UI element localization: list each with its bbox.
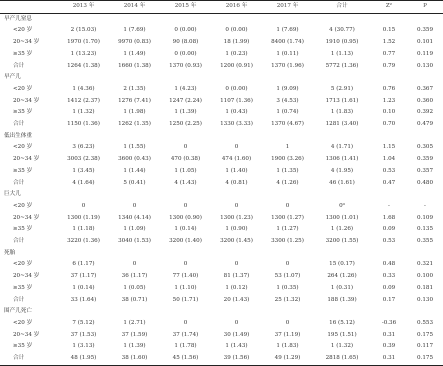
- table-cell: 1 (1.78): [174, 343, 197, 350]
- section-title: 早产儿窒息: [4, 15, 32, 22]
- table-cell: 1.52: [382, 39, 396, 46]
- table-row: [0, 341, 443, 353]
- table-cell: 3200 (1.55): [325, 238, 359, 245]
- table-cell: 0 (0.00): [225, 27, 248, 34]
- table-cell: 1 (1.43): [225, 343, 248, 350]
- table-cell: 1 (1.05): [174, 167, 197, 174]
- table-cell: 0.70: [382, 121, 396, 128]
- table-cell: 1 (0.05): [123, 284, 146, 291]
- table-cell: 0.360: [416, 97, 433, 104]
- table-cell: 1330 (3.33): [220, 121, 253, 128]
- table-cell: 1340 (4.14): [118, 214, 151, 221]
- table-cell: 0.47: [382, 179, 396, 186]
- row-label: 合计: [13, 121, 25, 128]
- table-cell: 1 (1.49): [123, 50, 146, 57]
- row-label: <20 岁: [13, 319, 33, 326]
- table-cell: 474 (1.60): [221, 156, 252, 163]
- table-cell: -0.36: [381, 319, 397, 326]
- table-cell: 37 (1.17): [70, 273, 97, 280]
- table-cell: 4 (1.64): [72, 179, 95, 186]
- table-cell: 1370 (4.67): [271, 121, 304, 128]
- table-cell: 30 (1.49): [223, 331, 250, 338]
- table-cell: 33 (1.64): [70, 296, 97, 303]
- table-cell: 0.17: [382, 296, 396, 303]
- table-row: [0, 330, 443, 342]
- table-cell: 1.23: [382, 97, 396, 104]
- table-cell: -: [424, 202, 426, 209]
- table-cell: 0.31: [371, 353, 407, 365]
- table-cell: 1 (1.39): [174, 109, 197, 116]
- table-cell: 39 (1.56): [211, 353, 262, 365]
- table-cell: 25 (1.32): [274, 296, 301, 303]
- table-cell: 0.135: [416, 226, 433, 233]
- table-cell: 1 (3.13): [72, 343, 95, 350]
- row-label: ≥35 岁: [13, 284, 33, 291]
- table-cell: 1970 (1.70): [67, 39, 100, 46]
- table-row: [0, 96, 443, 108]
- table-cell: 0: [132, 202, 137, 209]
- table-cell: 1 (1.83): [276, 343, 299, 350]
- table-cell: 1 (1.32): [72, 109, 95, 116]
- table-cell: 0.357: [416, 167, 433, 174]
- table-cell: 0.39: [382, 343, 396, 350]
- table-cell: 1: [285, 144, 290, 151]
- table-cell: 0.53: [382, 167, 396, 174]
- table-row: [0, 37, 443, 49]
- table-cell: 1107 (1.36): [220, 97, 253, 104]
- table-cell: 3 (6.23): [72, 144, 95, 151]
- table-cell: 2 (1.35): [123, 85, 146, 92]
- row-label: ≥35 岁: [13, 343, 33, 350]
- section-title: 死胎: [4, 249, 16, 256]
- table-cell: 1 (1.09): [123, 226, 146, 233]
- header-cell: [0, 1, 58, 14]
- section-header-row: [0, 306, 443, 318]
- table-cell: 50 (1.71): [172, 296, 199, 303]
- table-row: [0, 61, 443, 73]
- table-cell: 0.77: [382, 50, 396, 57]
- table-cell: 1 (0.74): [276, 109, 299, 116]
- table-cell: 37 (1.74): [172, 331, 199, 338]
- table-row: [0, 271, 443, 283]
- table-cell: 0.100: [416, 273, 433, 280]
- table-cell: 2 (15.03): [70, 27, 97, 34]
- table-cell: 0.119: [416, 50, 433, 57]
- table-cell: 0: [234, 144, 239, 151]
- table-cell: 81 (1.37): [223, 273, 250, 280]
- table-cell: 1 (0.35): [276, 284, 299, 291]
- table-cell: 1 (0.43): [225, 109, 248, 116]
- table-cell: 0: [234, 202, 239, 209]
- table-cell: 0.175: [416, 331, 433, 338]
- table-cell: 0.130: [416, 296, 433, 303]
- table-cell: 0.359: [416, 27, 433, 34]
- row-label: <20 岁: [13, 261, 33, 268]
- row-label: <20 岁: [13, 27, 33, 34]
- table-cell: 77 (1.40): [172, 273, 199, 280]
- table-cell: 470 (0.38): [170, 156, 201, 163]
- table-cell: 1 (3.45): [72, 167, 95, 174]
- table-cell: 16 (5.12): [329, 319, 355, 326]
- table-row: [0, 224, 443, 236]
- table-cell: 5772 (1.36): [325, 62, 359, 69]
- table-cell: 1 (1.98): [123, 109, 146, 116]
- section-header-row: [0, 248, 443, 260]
- table-cell: 0.480: [416, 179, 433, 186]
- table-cell: 0.48: [382, 261, 396, 268]
- row-label: ≥35 岁: [13, 226, 33, 233]
- table-cell: 1 (1.83): [330, 109, 354, 116]
- table-cell: 0: [285, 319, 290, 326]
- table-cell: 0.10: [382, 109, 396, 116]
- table-row: [0, 166, 443, 178]
- table-cell: 0 (0.00): [225, 85, 248, 92]
- table-cell: 20 (1.43): [223, 296, 250, 303]
- table-cell: 195 (1.51): [327, 331, 357, 338]
- table-cell: 1 (4.36): [72, 85, 95, 92]
- table-cell: 1 (1.13): [330, 50, 354, 57]
- table-cell: 0: [183, 144, 188, 151]
- table-cell: 3 (4.53): [276, 97, 299, 104]
- table-cell: 0 (0.00): [174, 50, 197, 57]
- table-row: [0, 178, 443, 190]
- table-row: [0, 259, 443, 271]
- table-row: [0, 236, 443, 248]
- row-label: 20~34 岁: [13, 97, 40, 104]
- table-cell: 53 (1.07): [274, 273, 301, 280]
- table-cell: 90 (8.08): [172, 39, 199, 46]
- table-cell: 3200 (1.45): [220, 238, 253, 245]
- table-cell: 0.09: [382, 284, 396, 291]
- table-cell: 37 (1.53): [70, 331, 97, 338]
- table-cell: 3300 (1.25): [271, 238, 304, 245]
- table-cell: 3003 (2.38): [67, 156, 100, 163]
- table-row: [0, 213, 443, 225]
- table-cell: 49 (1.29): [262, 353, 313, 365]
- table-cell: 1 (0.14): [72, 284, 95, 291]
- table-row: [0, 84, 443, 96]
- table-cell: 1 (7.69): [276, 27, 299, 34]
- table-cell: 0.109: [416, 214, 433, 221]
- table-cell: 3220 (1.36): [67, 238, 100, 245]
- table-cell: 1.15: [382, 144, 396, 151]
- table-cell: 1713 (1.61): [325, 97, 359, 104]
- table-row: [0, 295, 443, 307]
- row-label: 20~34 岁: [13, 39, 40, 46]
- table-cell: 0: [132, 261, 137, 268]
- row-label: 20~34 岁: [13, 273, 40, 280]
- header-cell: 2017 年: [262, 1, 313, 14]
- table-cell: 1 (13.23): [70, 50, 97, 57]
- table-cell: 1264 (1.38): [67, 62, 100, 69]
- table-cell: 0.367: [416, 85, 433, 92]
- section-header-row: [0, 131, 443, 143]
- table-row: [0, 201, 443, 213]
- table-cell: 0.479: [416, 121, 433, 128]
- table-cell: 1300 (1.23): [220, 214, 253, 221]
- table-cell: 188 (1.39): [327, 296, 357, 303]
- table-cell: 1 (4.23): [174, 85, 197, 92]
- table-cell: 1247 (2.24): [169, 97, 202, 104]
- table-row: [0, 107, 443, 119]
- table-cell: 1300 (0.90): [169, 214, 202, 221]
- table-row: [0, 25, 443, 37]
- table-cell: 0: [234, 319, 239, 326]
- table-cell: 0: [183, 319, 188, 326]
- section-header-row: [0, 72, 443, 84]
- table-cell: 1 (1.10): [174, 284, 197, 291]
- table-cell: 3600 (0.43): [118, 156, 151, 163]
- table-cell: 1300 (1.01): [325, 214, 359, 221]
- table-cell: 6 (1.17): [72, 261, 95, 268]
- table-cell: 0.33: [382, 273, 396, 280]
- table-cell: 0.09: [382, 226, 396, 233]
- table-row: [0, 119, 443, 131]
- table-header-row: [0, 1, 443, 14]
- table-cell: 1 (0.23): [225, 50, 248, 57]
- table-cell: 1262 (1.35): [118, 121, 151, 128]
- table-cell: -: [388, 202, 390, 209]
- table-cell: 1 (0.90): [225, 226, 248, 233]
- table-cell: 0: [285, 261, 290, 268]
- section-header-row: [0, 189, 443, 201]
- row-label: ≥35 岁: [13, 167, 33, 174]
- table-cell: 1 (1.32): [330, 343, 354, 350]
- header-cell: P: [407, 1, 443, 14]
- table-cell: 1 (1.39): [123, 343, 146, 350]
- table-cell: 37 (1.19): [274, 331, 301, 338]
- table-cell: 1.04: [382, 156, 396, 163]
- table-cell: 1 (1.40): [225, 167, 248, 174]
- table-cell: 0: [183, 202, 188, 209]
- table-cell: 4 (30.77): [329, 27, 355, 34]
- table-row: [0, 283, 443, 295]
- table-cell: 4 (1.26): [276, 179, 299, 186]
- table-cell: 0: [81, 202, 86, 209]
- table-cell: 4 (1.43): [174, 179, 197, 186]
- table-cell: 4 (0.81): [225, 179, 248, 186]
- table-cell: 1 (1.44): [123, 167, 146, 174]
- table-row: [0, 142, 443, 154]
- table-cell: 0.355: [416, 238, 433, 245]
- table-row: [0, 49, 443, 61]
- table-cell: 0: [285, 202, 290, 209]
- table-cell: 1200 (0.91): [220, 62, 253, 69]
- section-title: 巨大儿: [4, 191, 21, 198]
- row-label: 合计: [13, 296, 25, 303]
- table-cell: 4 (1.71): [330, 144, 354, 151]
- table-cell: 0.175: [407, 353, 443, 365]
- table-cell: 45 (1.56): [160, 353, 211, 365]
- table-cell: 1370 (1.96): [271, 62, 304, 69]
- section-title: 低出生体重: [4, 132, 32, 139]
- section-title: 早产儿: [4, 74, 21, 81]
- table-cell: 1900 (3.26): [271, 156, 304, 163]
- header-cell: 2013 年: [58, 1, 109, 14]
- table-cell: 0.76: [382, 85, 396, 92]
- table-cell: 36 (1.17): [121, 273, 148, 280]
- row-label: <20 岁: [13, 144, 33, 151]
- table-cell: 9970 (0.83): [118, 39, 151, 46]
- table-cell: 0.392: [416, 109, 433, 116]
- table-cell: 1 (2.71): [123, 319, 146, 326]
- table-cell: 0.321: [416, 261, 433, 268]
- table-cell: 1250 (2.25): [169, 121, 202, 128]
- table-cell: 1281 (3.40): [325, 121, 359, 128]
- row-label: 合计: [13, 179, 25, 186]
- table-cell: 0.31: [382, 331, 396, 338]
- table-cell: 1 (9.09): [276, 85, 299, 92]
- table-cell: 38 (1.60): [109, 353, 160, 365]
- row-label: 合计: [13, 62, 25, 69]
- table-cell: 1300 (1.27): [271, 214, 304, 221]
- table-cell: 1 (1.35): [276, 167, 299, 174]
- section-title: 围产儿死亡: [4, 308, 32, 315]
- table-cell: 1660 (1.38): [118, 62, 151, 69]
- table-cell: 1306 (1.41): [325, 156, 359, 163]
- row-label: 合计: [0, 353, 58, 365]
- table-cell: 8400 (1.74): [271, 39, 304, 46]
- row-label: 20~34 岁: [13, 214, 40, 221]
- table-cell: 264 (1.26): [327, 273, 357, 280]
- row-label: ≥35 岁: [13, 109, 33, 116]
- table-cell: 2818 (1.65): [313, 353, 371, 365]
- table-cell: 4 (1.95): [330, 167, 354, 174]
- row-label: 合计: [13, 238, 25, 245]
- row-label: ≥35 岁: [13, 50, 33, 57]
- table-cell: 5 (0.41): [123, 179, 146, 186]
- table-cell: 1910 (0.95): [325, 39, 359, 46]
- table-cell: 38 (0.71): [121, 296, 148, 303]
- table-cell: 18 (1.99): [223, 39, 250, 46]
- table-row: [0, 318, 443, 330]
- table-cell: 46 (1.61): [329, 179, 355, 186]
- table-cell: 0.101: [416, 39, 433, 46]
- table-cell: 48 (1.95): [58, 353, 109, 365]
- header-cell: Z²: [371, 1, 407, 14]
- table-cell: 1150 (1.36): [67, 121, 100, 128]
- table-cell: 1 (1.27): [276, 226, 299, 233]
- header-cell: 2016 年: [211, 1, 262, 14]
- table-cell: 3040 (1.53): [118, 238, 151, 245]
- table-row: [0, 353, 443, 365]
- table-cell: 5 (2.91): [330, 85, 354, 92]
- table-cell: 1 (1.55): [123, 144, 146, 151]
- table-cell: 1276 (7.41): [118, 97, 151, 104]
- table-cell: 7 (5.12): [72, 319, 95, 326]
- table-cell: 1412 (2.37): [67, 97, 100, 104]
- table-cell: 1 (0.12): [225, 284, 248, 291]
- table-cell: 0.79: [382, 62, 396, 69]
- table-cell: 1 (1.26): [330, 226, 354, 233]
- table-cell: 0.15: [382, 27, 396, 34]
- row-label: 20~34 岁: [13, 156, 40, 163]
- header-cell: 合计: [313, 1, 371, 14]
- table-cell: 0.53: [382, 238, 396, 245]
- table-cell: 0: [183, 261, 188, 268]
- table-cell: 37 (1.59): [121, 331, 148, 338]
- row-label: <20 岁: [13, 202, 33, 209]
- table-cell: 1 (0.14): [174, 226, 197, 233]
- table-cell: 0: [234, 261, 239, 268]
- header-cell: 2015 年: [160, 1, 211, 14]
- table-cell: 1370 (0.93): [169, 62, 202, 69]
- table-cell: 0.117: [416, 343, 433, 350]
- table-cell: 1 (1.18): [72, 226, 95, 233]
- table-cell: 0.130: [416, 62, 433, 69]
- table-cell: 3200 (1.40): [169, 238, 202, 245]
- table-cell: 1 (0.11): [276, 50, 299, 57]
- table-cell: 1 (0.31): [330, 284, 354, 291]
- table-cell: 1 (7.69): [123, 27, 146, 34]
- table-body: [0, 13, 443, 365]
- table-cell: 1.68: [382, 214, 396, 221]
- table-cell: 0 (0.00): [174, 27, 197, 34]
- table-cell: 15 (0.17): [329, 261, 355, 268]
- table-cell: 0.359: [416, 156, 433, 163]
- table-cell: 1300 (1.19): [67, 214, 100, 221]
- table-cell: 0.553: [416, 319, 433, 326]
- row-label: <20 岁: [13, 85, 33, 92]
- row-label: 20~34 岁: [13, 331, 40, 338]
- table-cell: 0.181: [416, 284, 433, 291]
- table-row: [0, 154, 443, 166]
- table-cell: 0⁰: [339, 202, 345, 209]
- table-cell: 0.305: [416, 144, 433, 151]
- header-cell: 2014 年: [109, 1, 160, 14]
- section-header-row: [0, 13, 443, 25]
